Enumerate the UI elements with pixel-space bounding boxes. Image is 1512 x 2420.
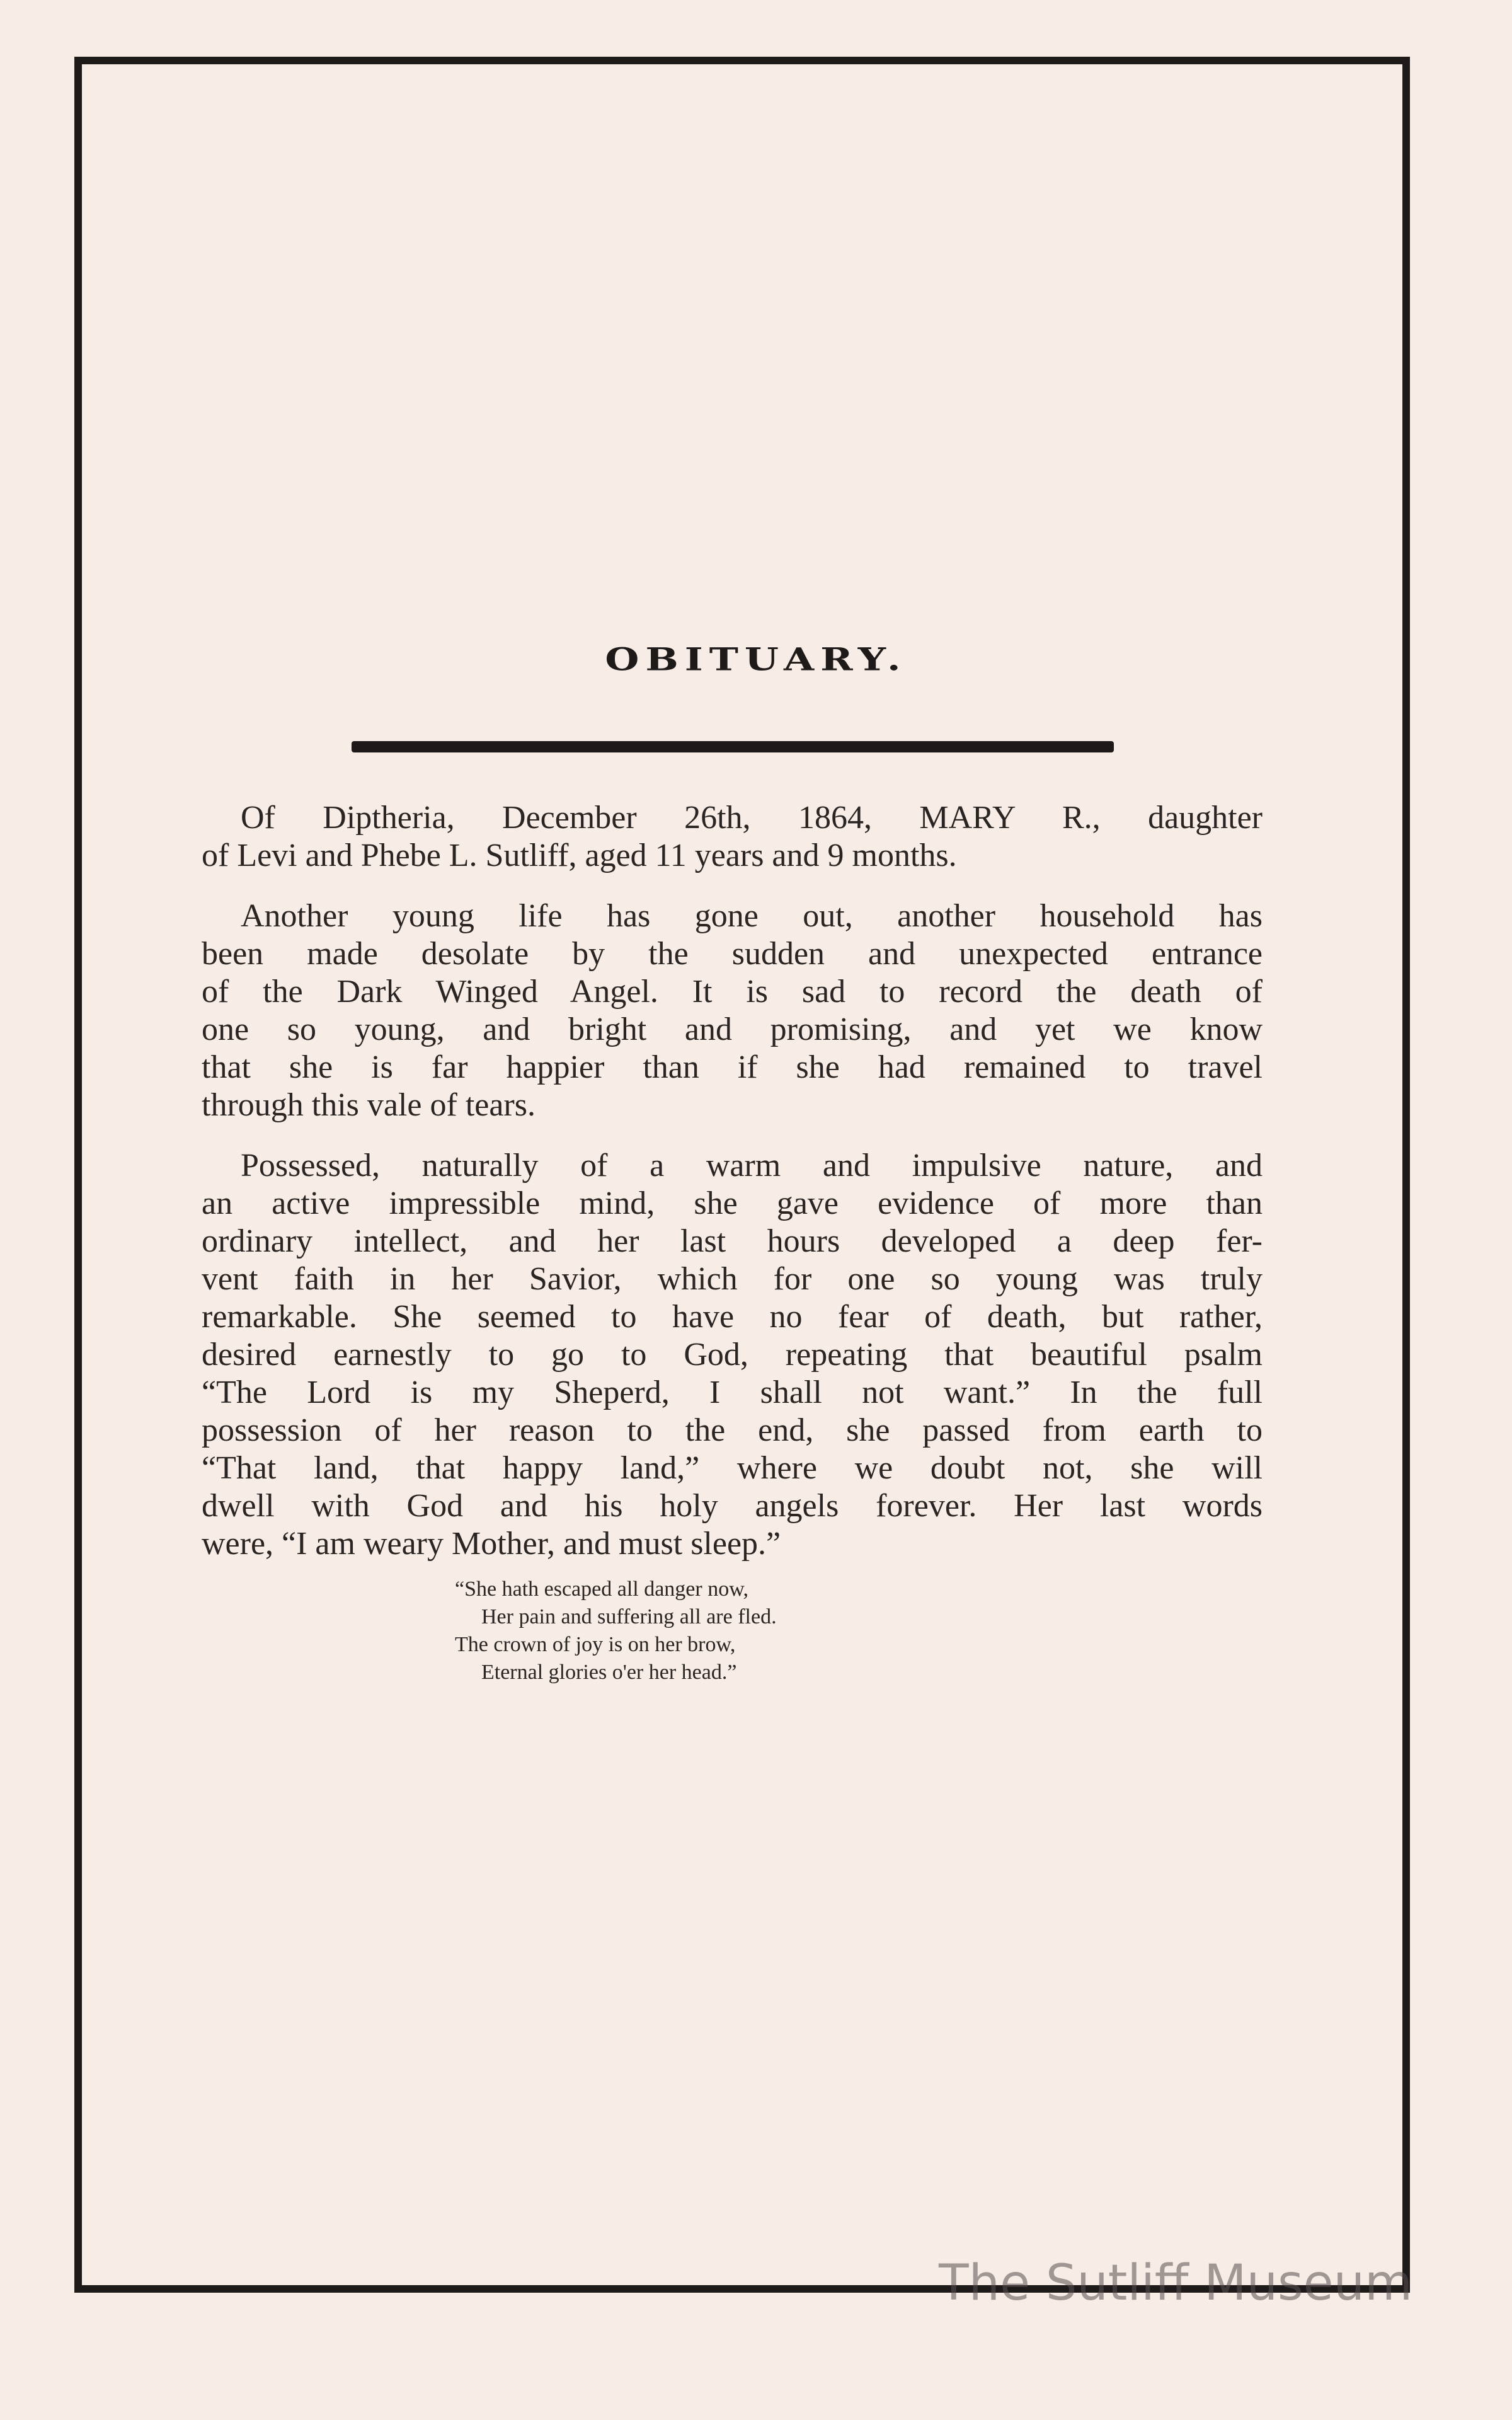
text-line: ordinary intellect, and her last hours developed a deep fer- [202,1223,1263,1259]
text-line: that she is far happier than if she had remained to travel [202,1049,1263,1085]
obituary-body [202,799,1263,1586]
text-line: of Levi and Phebe L. Sutliff, aged 11 years and 9 months. [202,838,957,873]
text-line: desired earnestly to go to God, repeating that beautiful psalm [202,1337,1263,1373]
obituary-title: OBITUARY. [605,641,907,678]
text-line: been made desolate by the sudden and unexpected entrance [202,936,1263,972]
poem-verse [455,1576,777,1686]
text-line: of the Dark Winged Angel. It is sad to record the death of [202,974,1263,1010]
text-line: through this vale of tears. [202,1087,536,1123]
poem-line: The crown of joy is on her brow, [455,1633,736,1656]
poem-line: Her pain and suffering all are fled. [481,1605,777,1628]
text-line: were, “I am weary Mother, and must sleep.” [202,1526,781,1562]
text-line: remarkable. She seemed to have no fear of death, but rather, [202,1299,1263,1335]
poem-line: Eternal glories o'er her head.” [481,1661,737,1684]
text-line: Another young life has gone out, another household has [241,898,1263,934]
text-line: “The Lord is my Sheperd, I shall not want.” In the full [202,1374,1263,1410]
poem-line: “She hath escaped all danger now, [455,1577,749,1601]
paragraph [202,1147,1263,1563]
text-line: “That land, that happy land,” where we doubt not, she will [202,1450,1263,1486]
title-rule [352,741,1114,752]
text-line: Possessed, naturally of a warm and impulsive nature, and [241,1148,1263,1184]
text-line: Of Diptheria, December 26th, 1864, MARY R., daughter [241,800,1263,836]
text-line: one so young, and bright and promising, and yet we know [202,1011,1263,1047]
text-line: an active impressible mind, she gave evidence of more than [202,1185,1263,1221]
text-line: vent faith in her Savior, which for one so young was truly [202,1261,1263,1297]
paragraph [202,799,1263,875]
paragraph [202,897,1263,1124]
museum-watermark: The Sutliff Museum [939,2255,1413,2312]
text-line: possession of her reason to the end, she passed from earth to [202,1412,1263,1448]
text-line: dwell with God and his holy angels forever. Her last words [202,1488,1263,1524]
